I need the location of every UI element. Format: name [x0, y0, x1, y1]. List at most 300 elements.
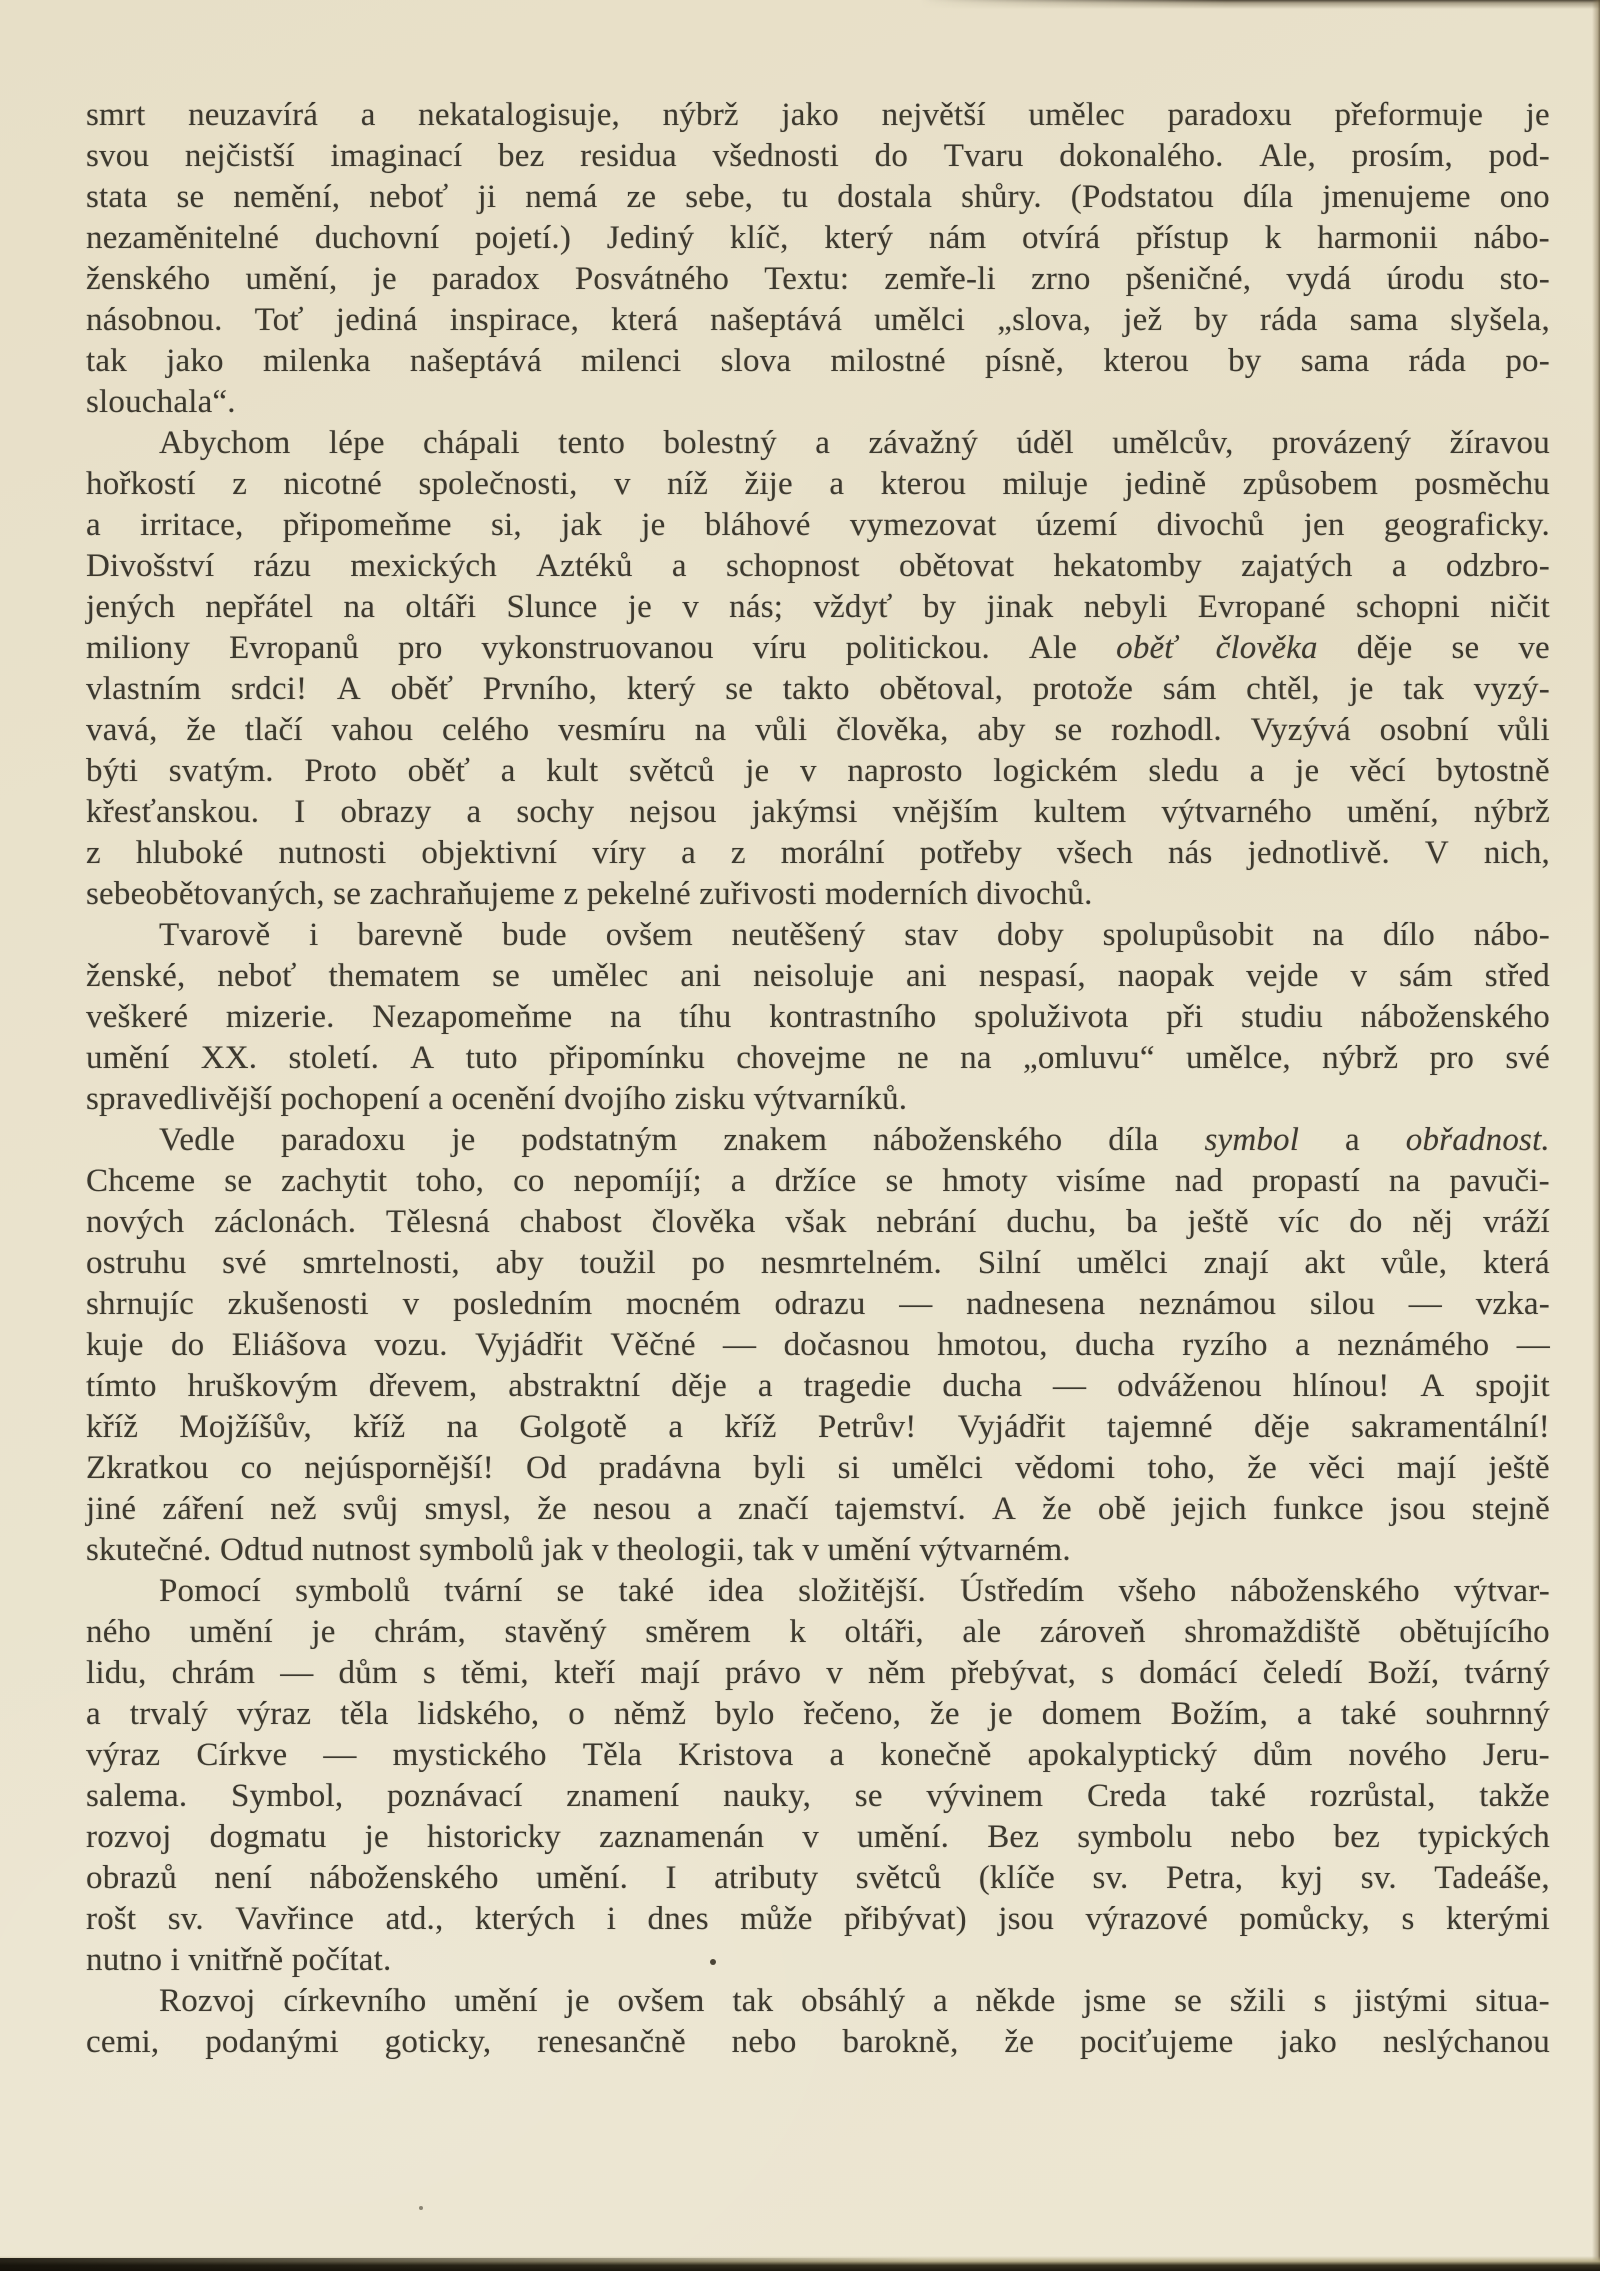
word: Ale, — [1259, 138, 1316, 174]
word: ani — [906, 958, 947, 994]
page-edge-shadow-bottom-left — [0, 2258, 928, 2271]
word: hruškovým — [187, 1368, 338, 1404]
word: vráží — [1482, 1204, 1550, 1240]
word: ráda — [1408, 343, 1467, 379]
text-line — [86, 1817, 1550, 1858]
word: kříž — [86, 1409, 139, 1445]
word: dům — [338, 1655, 398, 1691]
word: inspirace, — [449, 302, 580, 338]
word: která — [1482, 1245, 1550, 1281]
word: je — [451, 1122, 476, 1158]
word: byli — [753, 1450, 806, 1486]
word: sebe, — [685, 179, 754, 215]
word: obětoval, — [879, 671, 1004, 707]
word: tímto — [86, 1368, 157, 1404]
word: na — [343, 589, 376, 625]
word: pavuči- — [1449, 1163, 1550, 1199]
word: Tělesná — [385, 1204, 490, 1240]
word: přibývat) — [844, 1901, 967, 1937]
word: v — [802, 1819, 819, 1855]
text-line — [86, 1899, 1550, 1940]
word: společnosti, — [418, 466, 578, 502]
word: visíme — [1056, 1163, 1146, 1199]
word: cemi, — [86, 2024, 160, 2060]
word: Božím, — [1170, 1696, 1269, 1732]
word: i — [309, 917, 319, 953]
text-line — [86, 1694, 1550, 1735]
word: odrazu — [774, 1286, 866, 1322]
word: duchovní — [314, 220, 440, 256]
word: nesou — [592, 1491, 671, 1527]
word: tíhu — [679, 999, 732, 1035]
word: že — [537, 1491, 567, 1527]
word: nebo — [731, 2024, 797, 2060]
word: dokonalého. — [1059, 138, 1224, 174]
text-line — [86, 628, 1550, 669]
paragraph — [86, 1571, 1550, 1981]
word: a — [668, 1409, 684, 1445]
word: Ale — [1028, 630, 1078, 666]
word: podanými — [205, 2024, 339, 2060]
word: a — [932, 1983, 948, 2019]
word: Od — [526, 1450, 567, 1486]
word: obrazů — [86, 1860, 177, 1896]
word: sv. — [1092, 1860, 1129, 1896]
word: nemění, — [233, 179, 341, 215]
text-line — [86, 1530, 1550, 1571]
word: víru — [752, 630, 807, 666]
word: ještě — [1187, 1204, 1249, 1240]
word: tajemství. — [834, 1491, 966, 1527]
word: Mojžíšův, — [179, 1409, 312, 1445]
word: připomínku — [548, 1040, 705, 1076]
word: nauky, — [723, 1778, 812, 1814]
word: lépe — [328, 425, 385, 461]
word: nich, — [1483, 835, 1550, 871]
word: Těla — [582, 1737, 643, 1773]
word: tuto — [465, 1040, 518, 1076]
word: nebrání — [876, 1204, 977, 1240]
word: víry — [592, 835, 647, 871]
word: ji — [477, 179, 497, 215]
word: těmi, — [460, 1655, 529, 1691]
word: geograficky. — [1383, 507, 1550, 543]
word: čeledí — [1262, 1655, 1343, 1691]
word: písně, — [985, 343, 1065, 379]
word: mají — [1396, 1450, 1457, 1486]
word: je — [988, 1696, 1013, 1732]
word: vymezovat — [849, 507, 997, 543]
word: Proto — [304, 753, 377, 789]
paragraph — [86, 95, 1550, 423]
text-line — [86, 505, 1550, 546]
word: shrnujíc — [86, 1286, 194, 1322]
word: protože — [1032, 671, 1134, 707]
text-line — [86, 1940, 1550, 1981]
word: v — [614, 466, 631, 502]
word: nábo- — [1473, 917, 1550, 953]
word: nutnosti — [278, 835, 387, 871]
word: (Podstatou — [1070, 179, 1214, 215]
word: I — [665, 1860, 677, 1896]
word: vydá — [1286, 261, 1352, 297]
word: jiné — [86, 1491, 137, 1527]
word: ničit — [1490, 589, 1550, 625]
word: nás — [1167, 835, 1213, 871]
word: území — [1035, 507, 1118, 543]
word: jednotlivě. — [1247, 835, 1390, 871]
word: v — [826, 1655, 843, 1691]
word: „omluvu“ — [1022, 1040, 1155, 1076]
word: právo — [725, 1655, 802, 1691]
word: přebývat, — [950, 1655, 1077, 1691]
word: hořkostí — [86, 466, 196, 502]
word: níž — [667, 466, 709, 502]
word: ne — [897, 1040, 929, 1076]
word: i — [606, 1901, 617, 1937]
word: úděl — [1016, 425, 1074, 461]
word: klíč, — [729, 220, 789, 256]
word: ducha — [942, 1368, 1023, 1404]
word: umění. — [536, 1860, 629, 1896]
word: pomůcky, — [1239, 1901, 1370, 1937]
word: kříž — [724, 1409, 777, 1445]
word: tvárný — [1464, 1655, 1550, 1691]
word: situa- — [1475, 1983, 1550, 2019]
text-line — [86, 1571, 1550, 1612]
word: lidu, — [86, 1655, 147, 1691]
text-line — [86, 177, 1550, 218]
word: nesmrtelném. — [760, 1245, 942, 1281]
text-run: slouchala“. — [86, 384, 236, 420]
text-line — [86, 1858, 1550, 1899]
word: záclonách. — [214, 1204, 357, 1240]
word: sám — [1162, 671, 1217, 707]
italic-word: člověka — [1215, 630, 1318, 666]
word: připomeňme — [282, 507, 452, 543]
word: a — [500, 753, 516, 789]
word: něm — [868, 1655, 926, 1691]
word: pro — [397, 630, 443, 666]
word: Posvátného — [574, 261, 730, 297]
word: je — [565, 1983, 590, 2019]
word: s — [1401, 1901, 1415, 1937]
word: která — [611, 302, 679, 338]
word: dnes — [647, 1901, 709, 1937]
word: jsme — [1083, 1983, 1147, 2019]
word: osobní — [1379, 712, 1469, 748]
word: je — [745, 753, 770, 789]
word: znakem — [723, 1122, 828, 1158]
word: studiu — [1241, 999, 1323, 1035]
word: Jediný — [606, 220, 695, 256]
word: akt — [1304, 1245, 1346, 1281]
word: chrám — [171, 1655, 256, 1691]
word: by — [1194, 302, 1228, 338]
text-line — [86, 1284, 1550, 1325]
text-line — [86, 1612, 1550, 1653]
word: funkce — [1272, 1491, 1364, 1527]
word: díla — [1108, 1122, 1159, 1158]
word: něj — [1412, 1204, 1454, 1240]
word: Boží, — [1367, 1655, 1440, 1691]
word: složitější. — [798, 1573, 926, 1609]
word: nejsou — [629, 794, 717, 830]
word: církevního — [283, 1983, 427, 2019]
ink-speck — [419, 2206, 423, 2210]
word: někde — [975, 1983, 1056, 2019]
word: si, — [490, 507, 522, 543]
word: a — [1249, 753, 1265, 789]
word: nemá — [525, 179, 598, 215]
text-line — [86, 1038, 1550, 1079]
word: zkušenosti — [227, 1286, 369, 1322]
word: vždyť — [813, 589, 893, 625]
word: a — [671, 548, 687, 584]
word: nového — [1348, 1737, 1447, 1773]
word: — — [280, 1655, 314, 1691]
word: a — [681, 835, 696, 871]
word: Silní — [977, 1245, 1042, 1281]
text-line — [86, 1325, 1550, 1366]
word: svou — [86, 138, 150, 174]
word: slova — [720, 343, 792, 379]
word: dostala — [837, 179, 933, 215]
word: oběť — [407, 753, 471, 789]
text-line — [86, 382, 1550, 423]
word: domem — [1041, 1696, 1142, 1732]
word: a — [697, 1491, 712, 1527]
text-line — [86, 1079, 1550, 1120]
word: divochů — [1156, 507, 1265, 543]
word: jistými — [1354, 1983, 1448, 2019]
word: chtěl, — [1246, 671, 1320, 707]
word: rošt — [86, 1901, 137, 1937]
text-line — [86, 2022, 1550, 2063]
word: na — [1312, 917, 1345, 953]
word: prosím, — [1351, 138, 1453, 174]
word: tu — [782, 179, 809, 215]
word: a — [1345, 1122, 1360, 1158]
word: atributy — [714, 1860, 819, 1896]
word: potřeby — [919, 835, 1022, 871]
word: nejčistší — [184, 138, 295, 174]
word: s — [1101, 1655, 1115, 1691]
word: ného — [86, 1614, 151, 1650]
text-line — [86, 300, 1550, 341]
page-edge-shadow-top — [920, 0, 1600, 10]
word: chápali — [423, 425, 520, 461]
word: svůj — [342, 1491, 399, 1527]
word: jediná — [335, 302, 418, 338]
text-line — [86, 956, 1550, 997]
word: s — [422, 1655, 436, 1691]
word: zrno — [1031, 261, 1091, 297]
word: a — [360, 97, 376, 133]
word: ráda — [1259, 302, 1318, 338]
word: Vavřince — [235, 1901, 355, 1937]
word: rozvoj — [86, 1819, 172, 1855]
word: jen — [1303, 507, 1345, 543]
word: pod- — [1488, 138, 1550, 174]
word: Věčné — [610, 1327, 696, 1363]
word: nás; — [729, 589, 784, 625]
word: vavá, — [86, 712, 158, 748]
word: přeformuje — [1334, 97, 1484, 133]
text-line — [86, 997, 1550, 1038]
word: naprosto — [847, 753, 963, 789]
word: aby — [977, 712, 1026, 748]
word: vůli — [755, 712, 808, 748]
word: vozu. — [374, 1327, 448, 1363]
word: závažný — [868, 425, 978, 461]
word: víc — [1278, 1204, 1320, 1240]
word: ženského — [86, 261, 211, 297]
word: — — [1408, 1286, 1442, 1322]
word: může — [740, 1901, 813, 1937]
word: odváženou — [1117, 1368, 1262, 1404]
word: na — [610, 999, 642, 1035]
word: slyšela, — [1450, 302, 1550, 338]
word: vejde — [1246, 958, 1319, 994]
word: vzka- — [1475, 1286, 1550, 1322]
word: odzbro- — [1445, 548, 1550, 584]
word: hmoty — [942, 1163, 1028, 1199]
word: ovšem — [617, 1983, 705, 2019]
word: trvalý — [129, 1696, 208, 1732]
word: řečeno, — [803, 1696, 902, 1732]
word: také — [1340, 1696, 1397, 1732]
word: Petrův! — [817, 1409, 917, 1445]
word: směrem — [645, 1614, 751, 1650]
word: jež — [1123, 302, 1163, 338]
word: tlačí — [244, 712, 303, 748]
word: se — [725, 671, 754, 707]
word: z — [86, 835, 101, 871]
word: střed — [1484, 958, 1550, 994]
word: že — [1004, 2024, 1035, 2060]
word: A — [336, 671, 361, 707]
word: posledním — [453, 1286, 593, 1322]
word: ba — [1126, 1204, 1158, 1240]
word: náboženského — [309, 1860, 499, 1896]
word: vlastním — [86, 671, 202, 707]
word: Textu: — [764, 261, 850, 297]
word: Slunce — [506, 589, 598, 625]
word: Kristova — [678, 1737, 794, 1773]
text-line — [86, 915, 1550, 956]
word: dřevem, — [368, 1368, 478, 1404]
word: jsou — [998, 1901, 1055, 1937]
word: na — [446, 1409, 479, 1445]
word: že — [930, 1696, 960, 1732]
word: umění — [454, 1983, 538, 2019]
word: hmotou, — [937, 1327, 1048, 1363]
word: hekatomby — [1053, 548, 1202, 584]
word: propastí — [1252, 1163, 1360, 1199]
word: mocném — [626, 1286, 741, 1322]
word: k — [1264, 220, 1282, 256]
word: irritace, — [140, 507, 244, 543]
word: stavěný — [504, 1614, 607, 1650]
word: oltáři — [405, 589, 477, 625]
text-line — [86, 587, 1550, 628]
word: barevně — [357, 917, 464, 953]
word: se — [224, 1163, 253, 1199]
word: nýbrž — [1322, 1040, 1399, 1076]
word: tragedie — [803, 1368, 912, 1404]
word: obětovat — [898, 548, 1015, 584]
word: křesťanskou. — [86, 794, 260, 830]
word: našeptává — [409, 343, 542, 379]
word: sakramentální! — [1351, 1409, 1550, 1445]
word: umělcův, — [1112, 425, 1234, 461]
word: umělci — [874, 302, 966, 338]
word: Divošství — [86, 548, 215, 584]
word: po — [691, 1245, 726, 1281]
italic-word: symbol — [1204, 1122, 1300, 1158]
word: také — [1210, 1778, 1267, 1814]
text-line — [86, 751, 1550, 792]
word: nadnesena — [966, 1286, 1106, 1322]
word: století. — [288, 1040, 380, 1076]
word: silou — [1309, 1286, 1376, 1322]
word: milenci — [581, 343, 682, 379]
word: mají — [640, 1655, 700, 1691]
word: pociťujeme — [1079, 2024, 1234, 2060]
word: tvární — [444, 1573, 523, 1609]
word: Aztéků — [536, 548, 633, 584]
word: člověka, — [836, 712, 949, 748]
word: své — [222, 1245, 267, 1281]
word: tak — [732, 1983, 774, 2019]
word: Církve — [196, 1737, 288, 1773]
word: po- — [1505, 343, 1550, 379]
word: residua — [580, 138, 677, 174]
word: se — [556, 1573, 585, 1609]
word: sledu — [1148, 753, 1219, 789]
word: kultem — [1033, 794, 1127, 830]
word: schopnost — [725, 548, 860, 584]
word: žije — [744, 466, 793, 502]
word: naopak — [1117, 958, 1215, 994]
word: jených — [86, 589, 176, 625]
word: na — [960, 1040, 992, 1076]
word: znají — [1203, 1245, 1269, 1281]
word: vývinem — [926, 1778, 1044, 1814]
word: vyzý- — [1473, 671, 1550, 707]
text-line — [86, 136, 1550, 177]
word: mexických — [350, 548, 497, 584]
word: a — [86, 1696, 101, 1732]
word: umělec — [1028, 97, 1125, 133]
word: renesančně — [537, 2024, 686, 2060]
word: je — [1525, 97, 1550, 133]
word: dům — [1253, 1737, 1313, 1773]
word: podstatným — [521, 1122, 678, 1158]
word: a — [1391, 548, 1407, 584]
text-line — [86, 341, 1550, 382]
word: do — [170, 1327, 205, 1363]
word: umění — [189, 1614, 273, 1650]
word: se — [1054, 712, 1083, 748]
word: atd., — [385, 1901, 444, 1937]
word: jako — [1279, 2024, 1337, 2060]
word: umění, — [1346, 794, 1439, 830]
text-line — [86, 669, 1550, 710]
word: celého — [442, 712, 530, 748]
word: souhrnný — [1425, 1696, 1550, 1732]
